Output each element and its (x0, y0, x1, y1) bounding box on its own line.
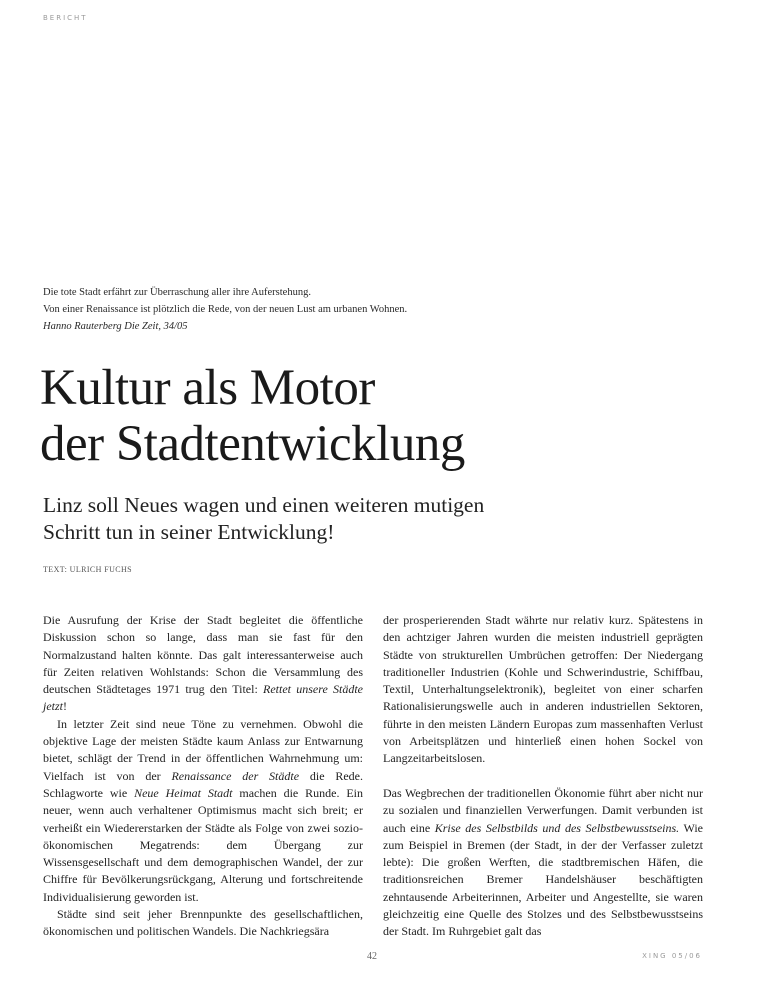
section-label: BERICHT (43, 14, 88, 22)
article-title (40, 360, 680, 472)
text-run: die Rede. Schlagworte wie (43, 768, 363, 800)
body-paragraph: Städte sind seit jeher Brennpunkte des gesellschaftlichen, ökonomischen und politischen Wandels. Die Nachkriegsära (43, 907, 363, 939)
body-column-left (43, 612, 363, 941)
text-run: ! (63, 699, 67, 714)
page-number: 42 (367, 951, 377, 962)
emphasis: Renaissance der Städte (171, 768, 300, 783)
issue-label: XING 05/06 (642, 952, 702, 960)
epigraph-source: Hanno Rauterberg Die Zeit, 34/05 (43, 321, 188, 332)
emphasis: Neue Heimat Stadt (134, 785, 233, 800)
emphasis: Krise des Selbstbilds und des Selbstbewusstseins. (434, 820, 680, 835)
epigraph-line: Von einer Renaissance ist plötzlich die Rede, von der neuen Lust am urbanen Wohnen. (43, 304, 408, 315)
text-run: Wie zum Beispiel in Bremen (der Stadt, in der der Verfasser zuletzt lebte): Die großen Werften, die stadtbremischen Häfen, die traditionsreichen Bremer Handelshäuser beschäftigten zehntausende Arbeiterinnen, Arbeiter und Angestellte, sie waren gleichzeitig eine Quelle des Stolzes und des Selbstbewusstseins der Stadt. Im Ruhrgebiet galt das (383, 820, 704, 939)
emphasis: Rettet unsere Städte jetzt (43, 682, 363, 714)
epigraph (43, 284, 523, 335)
subtitle-line-1: Linz soll Neues wagen und einen weiteren mutigen (43, 493, 485, 517)
subtitle-line-2: Schritt tun in seiner Entwicklung! (43, 520, 335, 544)
body-paragraph (383, 785, 703, 941)
text-run: Die Ausrufung der Krise der Stadt begleitet die öffentliche Diskussion schon so lange, dass man sie fast für den Normalzustand halten könnte. Das galt interessanterweise auch für Zeiten relativen Wohlstands: Schon die Versammlung des deutschen Städtetages 1971 trug den Titel: (43, 613, 363, 697)
article-subtitle (43, 492, 663, 546)
title-line-2: der Stadtentwicklung (40, 416, 465, 472)
epigraph-line: Die tote Stadt erfährt zur Überraschung aller ihre Auferstehung. (43, 287, 311, 298)
text-run: machen die Runde. Ein neuer, wenn auch verhaltener Optimismus macht sich breit; er verheißt ein Wiedererstarken der Städte als Folge von zwei sozio-ökonomischen Megatrends: dem Übergang zur Wissensgesellschaft und dem demographischen Wandel, der zur Chiffre für Bevölkerungsrückgang, Alterung und fortschreitende Individualisierung geworden ist. (43, 785, 363, 904)
byline: TEXT: ULRICH FUCHS (43, 565, 133, 574)
body-paragraph (43, 612, 363, 716)
title-line-1: Kultur als Motor (40, 360, 375, 416)
body-column-right (383, 612, 703, 941)
text-run: Das Wegbrechen der traditionellen Ökonomie führt aber nicht nur zu sozialen und finanziellen Verwerfungen. Damit verbunden ist auch eine (383, 785, 703, 835)
body-paragraph (43, 716, 363, 906)
body-paragraph: der prosperierenden Stadt währte nur relativ kurz. Spätestens in den achtziger Jahren wurden die meisten industriell geprägten Städte von strukturellen Umbrüchen getroffen: Der Niedergang traditioneller Industrien (Kohle und Schwerindustrie, Schiffbau, Textil, Unterhaltungselektronik), begleitet von einer scharfen Rationalisierungswelle auch in anderen industriellen Sektoren, führte in den meisten Ländern Europas zum massenhaften Verlust von Arbeitsplätzen und hinterließ einen hohen Sockel von Langzeitarbeitslosen. (383, 613, 703, 766)
text-run: In letzter Zeit sind neue Töne zu vernehmen. Obwohl die objektive Lage der meisten Städte kaum Anlass zur Entwarnung bietet, schlägt der Trend in der öffentlichen Wahrnehmung um: Vielfach ist von der (43, 716, 363, 783)
